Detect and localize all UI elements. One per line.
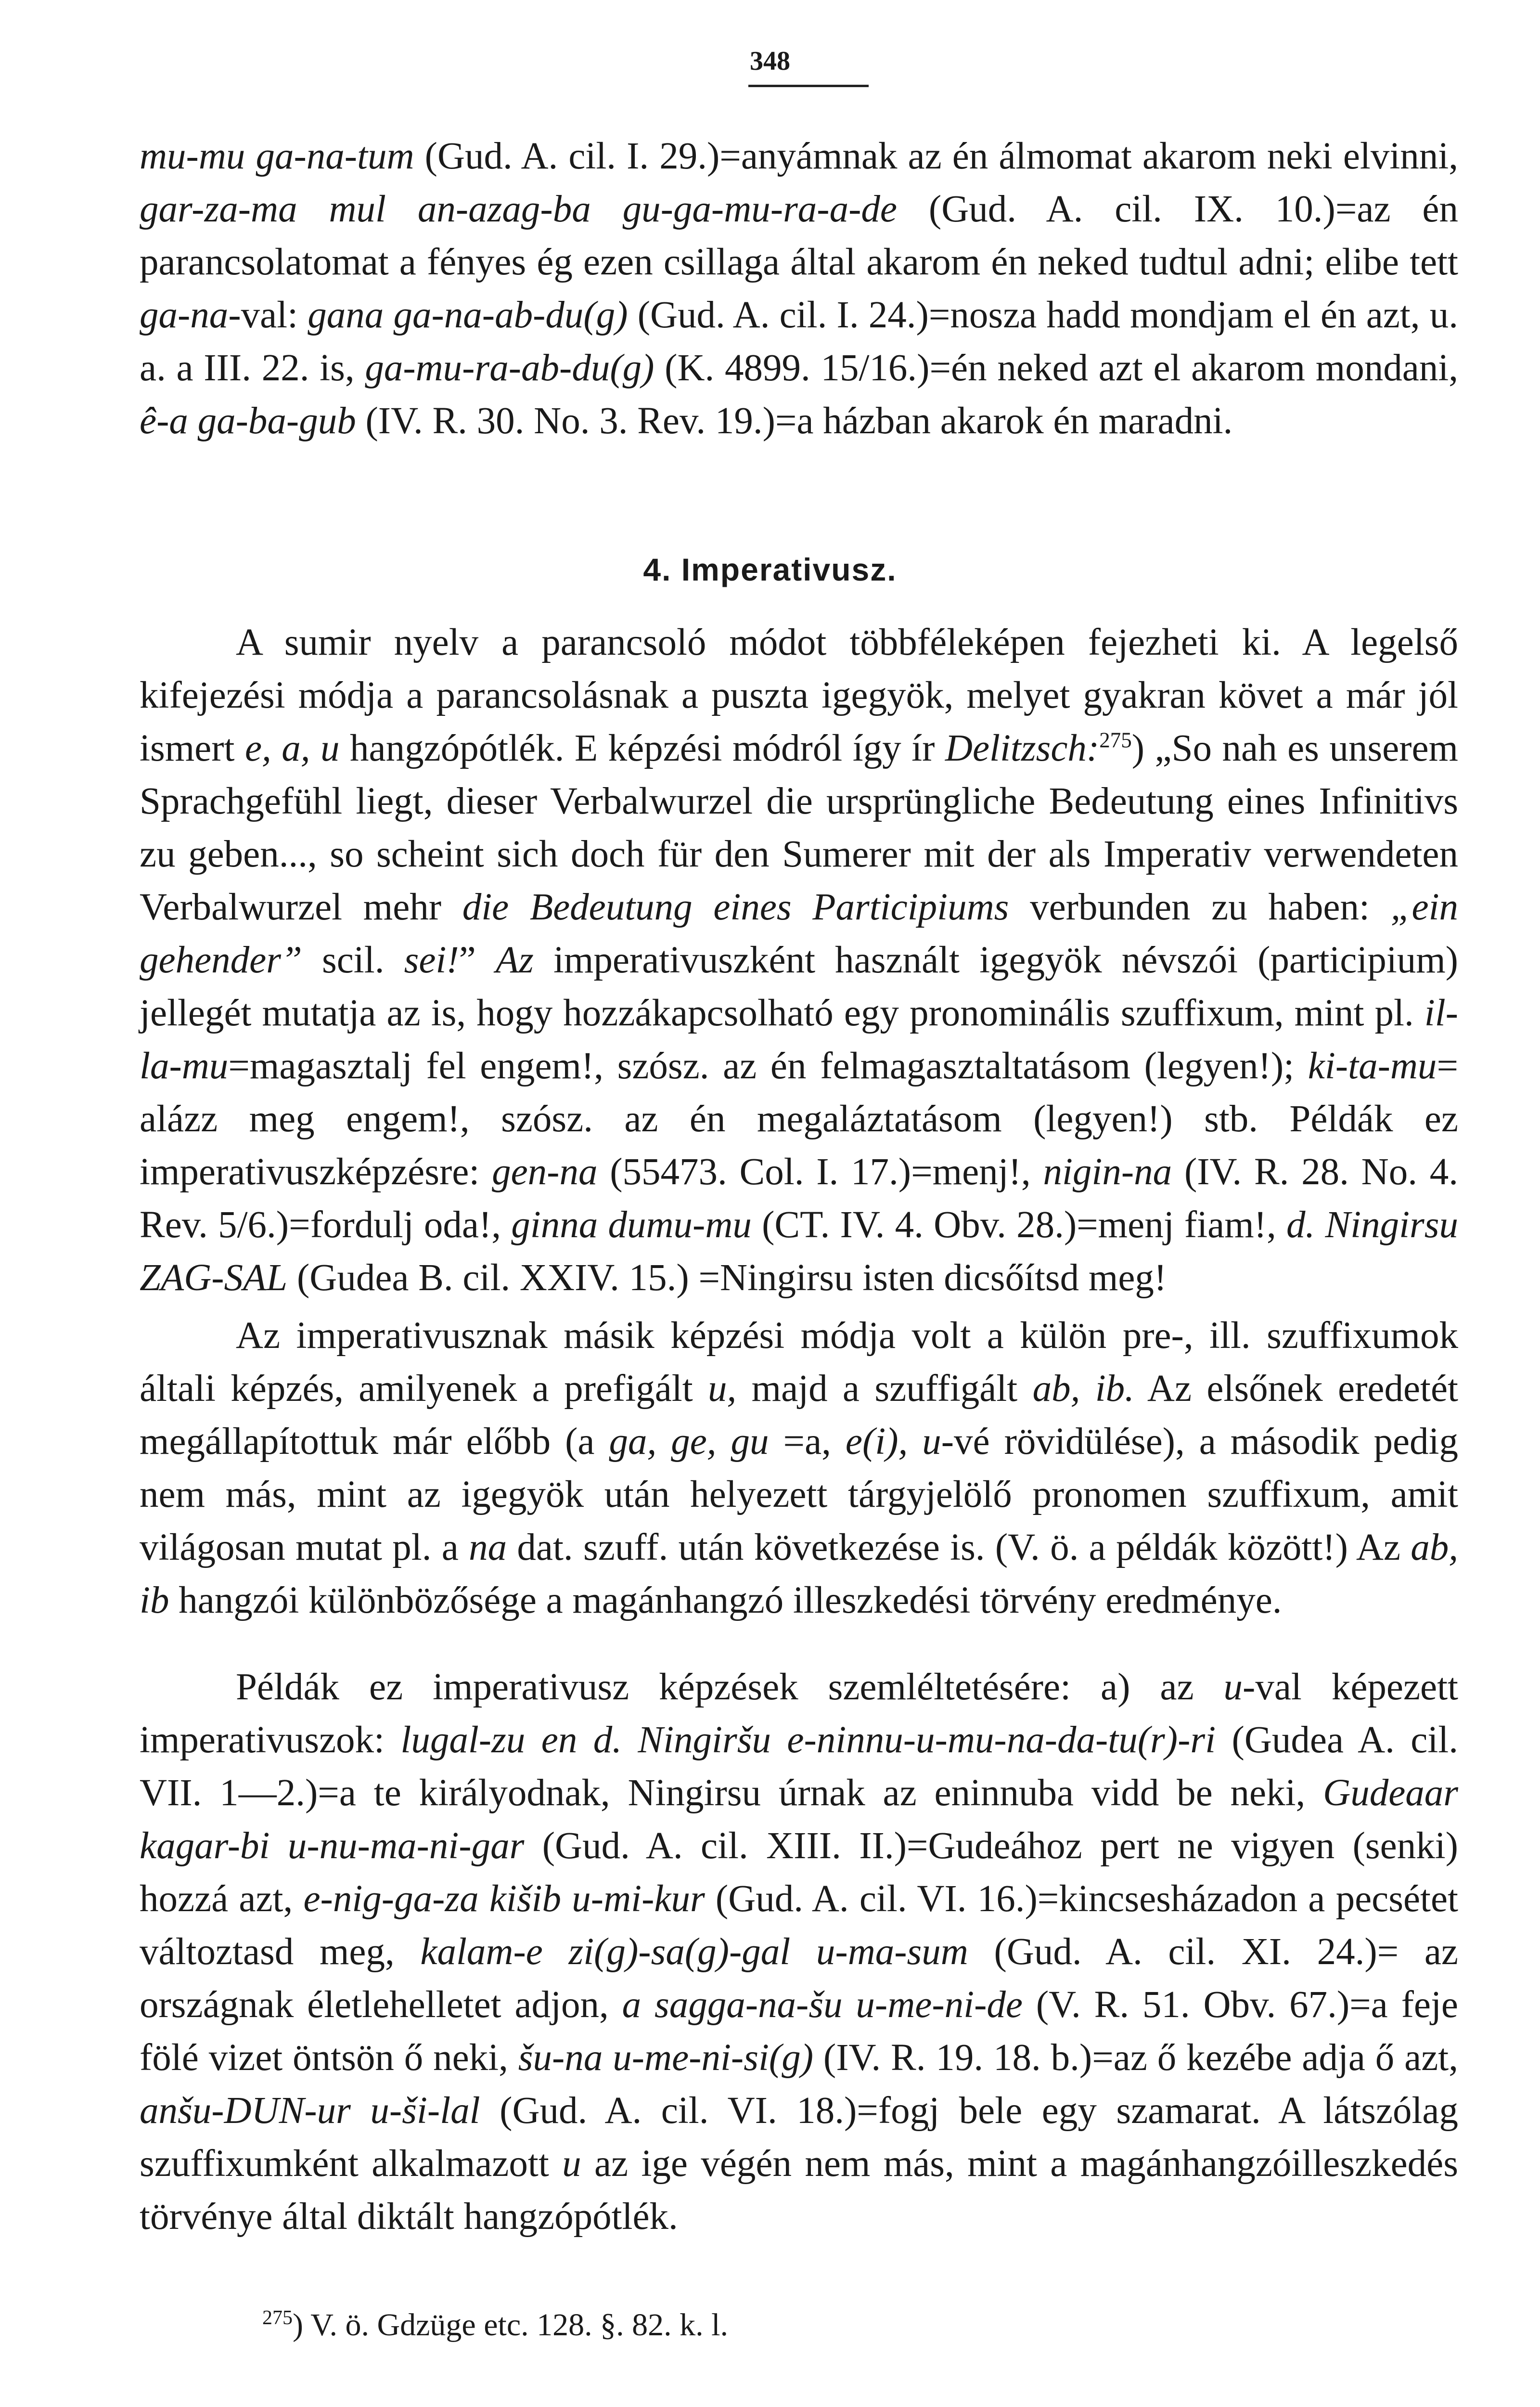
- paragraph-4: [140, 1661, 1458, 2243]
- paragraph-3-container: [140, 1309, 1458, 1627]
- text-run: -val képezett imperativuszok:: [140, 1666, 1458, 1761]
- italic-term: a sagga-na-šu u-me-ni-de: [622, 1984, 1023, 2026]
- text-run: (Gud. A. cil. VI. 18.)=fogj bele egy szamarat. A látszólag szuffixumként alkalmazott: [140, 2090, 1458, 2185]
- text-run: ”: [459, 939, 496, 981]
- italic-term: ga, ge, gu: [609, 1421, 769, 1462]
- text-run: (IV. R. 28. No. 4. Rev. 5/6.)=fordulj oda!,: [140, 1151, 1459, 1246]
- italic-term: u: [1223, 1666, 1243, 1708]
- italic-term: šu-na u-me-ni-si(g): [518, 2037, 814, 2079]
- text-run: majd a szuffigált: [736, 1368, 1033, 1410]
- italic-term: ga-mu-ra-ab-du(g): [365, 347, 654, 389]
- paragraph-1-container: [140, 130, 1458, 448]
- paragraph-1: [140, 130, 1458, 448]
- italic-term: kalam-e zi(g)-sa(g)-gal u-ma-sum: [420, 1931, 968, 1973]
- italic-term: Delitzsch:: [945, 727, 1100, 769]
- text-run: =magasztalj fel engem!, szósz. az én felmagasztaltatásom (legyen!);: [228, 1045, 1308, 1087]
- text-run: imperativuszként használt igegyök névszói (participium) jellegét mutatja az is, hogy hozzákapcsolható egy pronominális szuffixum, mint pl.: [140, 939, 1458, 1034]
- footnote-ref: 275: [262, 2307, 293, 2329]
- italic-term: sei!: [404, 939, 459, 981]
- italic-term: ab, ib.: [1032, 1368, 1134, 1410]
- text-run: az ige végén nem más, mint a magánhangzóilleszkedés törvénye által diktált hangzópótlék.: [140, 2143, 1458, 2238]
- text-run: (55473. Col. I. 17.)=menj!,: [597, 1151, 1043, 1193]
- text-run: (CT. IV. 4. Obv. 28.)=menj fiam!,: [751, 1204, 1286, 1246]
- text-run: (Gud. A. cil. XIII. II.)=Gudeához pert ne vigyen (senki) hozzá azt,: [140, 1825, 1458, 1920]
- italic-term: gen-na: [492, 1151, 598, 1193]
- footnote: [262, 2303, 728, 2347]
- italic-term: nigin-na: [1043, 1151, 1172, 1193]
- text-run: verbunden zu haben:: [1009, 886, 1391, 928]
- italic-term: il-la-mu: [140, 992, 1458, 1087]
- page-number-rule: [748, 85, 869, 87]
- paragraph-4-container: [140, 1661, 1458, 2243]
- text-run: scil.: [302, 939, 404, 981]
- text-run: (V. R. 51. Obv. 67.)=a feje fölé vizet öntsön ő neki,: [140, 1984, 1458, 2079]
- text-run: =a,: [769, 1421, 846, 1462]
- text-run: (Gud. A. cil. I. 24.)=nosza hadd mondjam el én azt, u. a. a III. 22. is,: [140, 294, 1458, 389]
- text-run: (Gud. A. cil. VI. 16.)=kincsesházadon a pecsétet változtasd meg,: [140, 1878, 1458, 1973]
- italic-term: u,: [708, 1368, 737, 1410]
- paragraph-2-container: [140, 616, 1458, 1305]
- footnote-ref: 275: [1099, 728, 1132, 752]
- italic-term: Gudeaar kagar-bi u-nu-ma-ni-gar: [140, 1772, 1458, 1867]
- text-run: (IV. R. 19. 18. b.)=az ő kezébe adja ő azt,: [813, 2037, 1458, 2079]
- text-run: = alázz meg engem!, szósz. az én megaláztatásom (legyen!) stb. Példák ez imperativuszképzésre:: [140, 1045, 1458, 1193]
- italic-term: „ein gehender”: [140, 886, 1459, 981]
- italic-term: die Bedeutung eines Participiums: [462, 886, 1009, 928]
- italic-term: ki-ta-mu: [1308, 1045, 1437, 1087]
- italic-term: gar-za-ma mul an-azag-ba gu-ga-mu-ra-a-de: [140, 188, 897, 230]
- text-run: hangzói különbözősége a magánhangzó illeszkedési törvény eredménye.: [169, 1579, 1282, 1621]
- italic-term: e-nig-ga-za kišib u-mi-kur: [303, 1878, 705, 1920]
- text-run: A sumir nyelv a parancsoló módot többféleképen fejezheti ki. A legelső kifejezési módja a parancsolásnak a puszta igegyök, melyet gyakran követ a már jól ismert: [140, 621, 1458, 769]
- text-run: (Gud. A. cil. XI. 24.)= az országnak életlehelletet adjon,: [140, 1931, 1458, 2026]
- italic-term: gana ga-na-ab-du(g): [308, 294, 628, 336]
- page-number: 348: [750, 46, 790, 76]
- text-run: (Gudea A. cil. VII. 1—2.)=a te királyodnak, Ningirsu úrnak az eninnuba vidd be neki,: [140, 1719, 1459, 1814]
- italic-term: Az: [495, 939, 534, 981]
- text-run: hangzópótlék. E képzési módról így ír: [339, 727, 945, 769]
- paragraph-2: [140, 616, 1458, 1305]
- italic-term: u: [562, 2143, 581, 2185]
- text-run: (Gud. A. cil. I. 29.)=anyámnak az én álmomat akarom neki elvinni,: [414, 135, 1458, 177]
- text-run: Példák ez imperativusz képzések szemléltetésére: a) az: [236, 1666, 1224, 1708]
- paragraph-3: [140, 1309, 1458, 1627]
- text-run: -vé rövidülése), a második pedig nem más, mint az igegyök után helyezett tárgyjelölő pronomen szuffixum, amit világosan mutat pl. a: [140, 1421, 1458, 1568]
- text-run: Az elsőnek eredetét megállapítottuk már előbb (a: [140, 1368, 1458, 1462]
- italic-term: d. Ningirsu ZAG-SAL: [140, 1204, 1459, 1299]
- italic-term: anšu-DUN-ur u-ši-lal: [140, 2090, 480, 2132]
- text-run: (K. 4899. 15/16.)=én neked azt el akarom mondani,: [654, 347, 1458, 389]
- text-run: Az imperativusznak másik képzési módja volt a külön pre-, ill. szuffixumok általi képzés, amilyenek a prefigált: [140, 1315, 1458, 1410]
- italic-term: e, a, u: [244, 727, 340, 769]
- text-run: (Gudea B. cil. XXIV. 15.) =Ningirsu isten dicsőítsd meg!: [287, 1257, 1167, 1299]
- text-run: -val:: [228, 294, 308, 336]
- italic-term: na: [469, 1527, 507, 1568]
- italic-term: lugal-zu en d. Ningiršu e-ninnu-u-mu-na-da-tu(r)-ri: [400, 1719, 1216, 1761]
- text-run: (Gud. A. cil. IX. 10.)=az én parancsolatomat a fényes ég ezen csillaga által akarom én neked tudtul adni; elibe tett: [140, 188, 1458, 283]
- text-run: dat. szuff. után következése is. (V. ö. a példák között!) Az: [507, 1527, 1411, 1568]
- text-run: ) „So nah es unserem Sprachgefühl liegt, dieser Verbalwurzel die ursprüngliche Bedeutung eines Infinitivs zu geben..., so scheint sich doch für den Sumerer mit der als Imperativ verwendeten Verbalwurzel mehr: [140, 727, 1459, 928]
- italic-term: mu-mu ga-na-tum: [140, 135, 414, 177]
- text-run: (IV. R. 30. No. 3. Rev. 19.)=a házban akarok én maradni.: [356, 400, 1233, 442]
- italic-term: e(i), u: [845, 1421, 941, 1462]
- italic-term: ginna dumu-mu: [511, 1204, 752, 1246]
- italic-term: ab, ib: [140, 1527, 1459, 1621]
- italic-term: ga-na: [140, 294, 229, 336]
- section-heading: 4. Imperativusz.: [643, 552, 897, 587]
- text-run: ) V. ö. Gdzüge etc. 128. §. 82. k. l.: [293, 2307, 728, 2342]
- italic-term: ê-a ga-ba-gub: [140, 400, 356, 442]
